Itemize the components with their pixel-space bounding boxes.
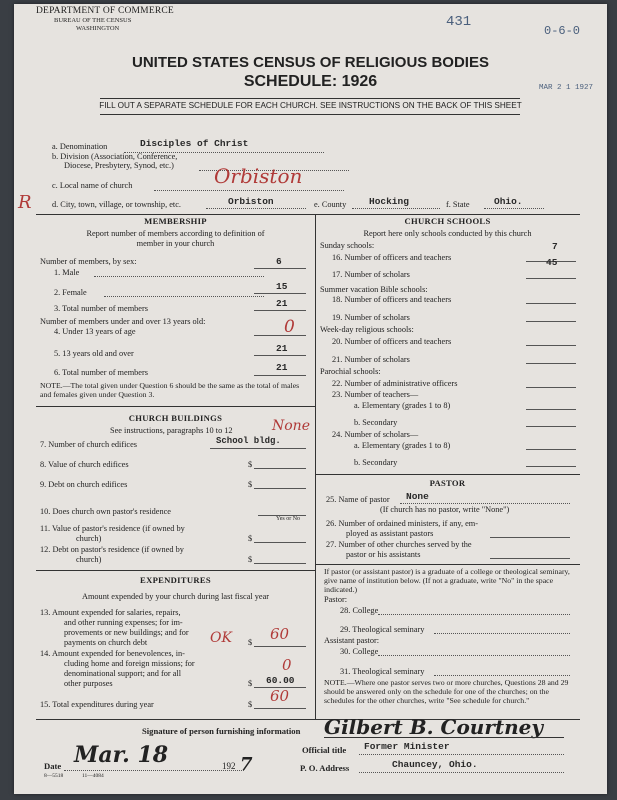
q24a-answer-line bbox=[526, 449, 576, 450]
q27-label-2: pastor or his assistants bbox=[346, 550, 421, 559]
state-label: f. State bbox=[446, 200, 470, 209]
bureau-label: BUREAU OF THE CENSUS bbox=[54, 17, 132, 24]
q15-dollar: $ bbox=[248, 700, 253, 709]
q20-label: 20. Number of officers and teachers bbox=[332, 337, 452, 346]
q18-label: 18. Number of officers and teachers bbox=[332, 295, 452, 304]
weekday-schools-label: Week-day religious schools: bbox=[320, 325, 414, 334]
q11-label: 11. Value of pastor's residence (if owned by bbox=[40, 524, 185, 533]
q8-dollar: $ bbox=[248, 460, 253, 469]
q16-label: 16. Number of officers and teachers bbox=[332, 253, 452, 262]
q15-answer-line bbox=[254, 708, 306, 709]
header-rule-top bbox=[100, 98, 520, 99]
q27-answer-line bbox=[490, 558, 570, 559]
q5-answer-line bbox=[254, 355, 306, 356]
q2-leader bbox=[104, 296, 264, 297]
q25-value: None bbox=[406, 491, 429, 502]
stamp-date: MAR 2 1 1927 bbox=[539, 84, 594, 92]
po-address-label: P. O. Address bbox=[300, 763, 350, 773]
stamp-number: 431 bbox=[446, 14, 472, 30]
assistant-pastor-subheading: Assistant pastor: bbox=[324, 636, 380, 645]
po-address-line bbox=[359, 772, 564, 773]
city-field-value: Orbiston bbox=[228, 196, 274, 207]
q14-value: 60.00 bbox=[266, 675, 295, 686]
official-title-value: Former Minister bbox=[364, 741, 450, 752]
age-heading: Number of members under and over 13 years old: bbox=[40, 317, 206, 326]
instruction-line: FILL OUT A SEPARATE SCHEDULE FOR EACH CHURCH. SEE INSTRUCTIONS ON THE BACK OF THIS SHEET bbox=[99, 101, 522, 110]
q18-answer-line bbox=[526, 303, 576, 304]
q24b-label: b. Secondary bbox=[354, 458, 398, 467]
q11-answer-line bbox=[254, 542, 306, 543]
q6-value: 21 bbox=[276, 362, 288, 373]
buildings-bottom-rule bbox=[36, 570, 315, 571]
pastor-note: NOTE.—Where one pastor serves two or more churches, Questions 28 and 29 should be answered only on the schedule for one of the churches; on the schedules for the other churches, write "See schedule for church." bbox=[324, 678, 569, 705]
membership-intro-2: member in your church bbox=[136, 239, 215, 248]
pastor-subheading: Pastor: bbox=[324, 595, 348, 604]
q22-answer-line bbox=[526, 387, 576, 388]
q8-label: 8. Value of church edifices bbox=[40, 460, 129, 469]
denomination-label: a. Denomination bbox=[52, 142, 108, 151]
census-schedule-page bbox=[14, 4, 607, 794]
by-sex-label: Number of members, by sex: bbox=[40, 257, 137, 266]
schedule-title: SCHEDULE: 1926 bbox=[243, 73, 378, 90]
q29-label: 29. Theological seminary bbox=[340, 625, 425, 634]
summer-schools-label: Summer vacation Bible schools: bbox=[320, 285, 428, 294]
graduate-note: If pastor (or assistant pastor) is a graduate of a college or theological seminary, give name of institution below. (If not a graduate, write "No" in the space indicated.) bbox=[324, 567, 570, 594]
q13-label-3: provements or new buildings; and for bbox=[64, 628, 189, 637]
q16-value: 7 bbox=[552, 241, 558, 252]
q23b-label: b. Secondary bbox=[354, 418, 398, 427]
date-value: Mar. 18 bbox=[74, 742, 169, 768]
q14-label: 14. Amount expended for benevolences, in- bbox=[40, 649, 185, 658]
date-label: Date bbox=[44, 761, 62, 771]
schools-bottom-rule bbox=[315, 474, 580, 475]
q26-answer-line bbox=[490, 537, 570, 538]
q17-answer-line bbox=[526, 278, 576, 279]
division-label: b. Division (Association, Conference, bbox=[52, 152, 178, 161]
membership-intro-1: Report number of members according to definition of bbox=[86, 229, 265, 238]
city-field-line bbox=[206, 208, 306, 209]
local-name-value: Orbiston bbox=[214, 164, 303, 188]
q6-answer-line bbox=[254, 375, 306, 376]
q26-label: 26. Number of ordained ministers, if any, em- bbox=[326, 519, 478, 528]
q23a-answer-line bbox=[526, 409, 576, 410]
q4-answer-line bbox=[254, 335, 306, 336]
q30-label: 30. College bbox=[340, 647, 379, 656]
po-address-value: Chauncey, Ohio. bbox=[392, 759, 478, 770]
pastor-mid-rule bbox=[315, 564, 580, 565]
q4-value: 0 bbox=[284, 317, 295, 337]
stamp-code: 0-6-0 bbox=[544, 24, 581, 38]
q25-label: 25. Name of pastor bbox=[326, 495, 390, 504]
q5-value: 21 bbox=[276, 343, 288, 354]
year-digit: 7 bbox=[240, 754, 253, 775]
q5-label: 5. 13 years old and over bbox=[54, 349, 134, 358]
local-name-label: c. Local name of church bbox=[52, 181, 133, 190]
sunday-schools-label: Sunday schools: bbox=[320, 241, 375, 250]
q31-label: 31. Theological seminary bbox=[340, 667, 425, 676]
membership-bottom-rule bbox=[36, 406, 315, 407]
q12-label-2: church) bbox=[76, 555, 102, 564]
q19-answer-line bbox=[526, 321, 576, 322]
q13-label: 13. Amount expended for salaries, repairs, bbox=[40, 608, 181, 617]
buildings-heading: CHURCH BUILDINGS bbox=[128, 413, 223, 423]
q17-label: 17. Number of scholars bbox=[332, 270, 410, 279]
expenditures-heading: EXPENDITURES bbox=[140, 575, 211, 585]
local-name-line bbox=[154, 190, 344, 191]
department-label: DEPARTMENT OF COMMERCE bbox=[36, 6, 174, 16]
schools-heading: CHURCH SCHOOLS bbox=[404, 216, 491, 226]
q13-label-2: and other running expenses; for im- bbox=[64, 618, 183, 627]
q17-value: 45 bbox=[546, 257, 558, 268]
q12-label: 12. Debt on pastor's residence (if owned by bbox=[40, 545, 184, 554]
form-code: 8—5518 bbox=[44, 773, 64, 779]
pastor-heading: PASTOR bbox=[429, 478, 466, 488]
q6-label: 6. Total number of members bbox=[54, 368, 148, 377]
q13-check-mark: OK bbox=[210, 630, 232, 646]
q7-label: 7. Number of church edifices bbox=[40, 440, 137, 449]
q13-answer-line bbox=[254, 646, 306, 647]
q28-line bbox=[378, 614, 570, 615]
q24-label: 24. Number of scholars— bbox=[332, 430, 419, 439]
q15-value: 60 bbox=[270, 687, 290, 705]
q25-line bbox=[400, 503, 570, 504]
q28-label: 28. College bbox=[340, 606, 379, 615]
q10-label: 10. Does church own pastor's residence bbox=[40, 507, 171, 516]
official-title-line bbox=[359, 754, 564, 755]
official-title-label: Official title bbox=[302, 745, 347, 755]
year-prefix: 192 bbox=[222, 761, 236, 771]
form-title: UNITED STATES CENSUS OF RELIGIOUS BODIES bbox=[132, 54, 489, 71]
header-rule-bottom bbox=[100, 114, 520, 115]
q24a-label: a. Elementary (grades 1 to 8) bbox=[354, 441, 451, 450]
margin-mark: R bbox=[18, 192, 32, 213]
membership-heading: MEMBERSHIP bbox=[144, 216, 207, 226]
q15-label: 15. Total expenditures during year bbox=[40, 700, 154, 709]
q19-label: 19. Number of scholars bbox=[332, 313, 410, 322]
q14-label-4: other purposes bbox=[64, 679, 113, 688]
q21-label: 21. Number of scholars bbox=[332, 355, 410, 364]
q20-answer-line bbox=[526, 345, 576, 346]
buildings-none-handwritten: None bbox=[272, 418, 310, 434]
q12-answer-line bbox=[254, 563, 306, 564]
q23a-label: a. Elementary (grades 1 to 8) bbox=[354, 401, 451, 410]
q9-label: 9. Debt on church edifices bbox=[40, 480, 128, 489]
division-label-2: Diocese, Presbytery, Synod, etc.) bbox=[64, 161, 174, 170]
q2-label: 2. Female bbox=[54, 288, 87, 297]
county-label: e. County bbox=[314, 200, 347, 209]
q21-answer-line bbox=[526, 363, 576, 364]
q14-label-3: denominational support; and for all bbox=[64, 669, 182, 678]
q14-label-2: cluding home and foreign missions; for bbox=[64, 659, 195, 668]
q12-dollar: $ bbox=[248, 555, 253, 564]
q3-value: 21 bbox=[276, 298, 288, 309]
q13-label-4: payments on church debt bbox=[64, 638, 148, 647]
q1-leader bbox=[94, 276, 264, 277]
q1-label: 1. Male bbox=[54, 268, 80, 277]
q3-answer-line bbox=[254, 310, 306, 311]
buildings-intro: See instructions, paragraphs 10 to 12 bbox=[110, 426, 233, 435]
q14-dollar: $ bbox=[248, 679, 253, 688]
parochial-schools-label: Parochial schools: bbox=[320, 367, 381, 376]
schools-intro: Report here only schools conducted by this church bbox=[363, 229, 532, 238]
q29-line bbox=[434, 633, 570, 634]
q24b-answer-line bbox=[526, 466, 576, 467]
date-line bbox=[64, 770, 244, 771]
q27-label: 27. Number of other churches served by the bbox=[326, 540, 472, 549]
q3-label: 3. Total number of members bbox=[54, 304, 148, 313]
expenditures-intro: Amount expended by your church during last fiscal year bbox=[81, 592, 270, 601]
city-label: WASHINGTON bbox=[76, 25, 120, 32]
form-code-2: 11—4084 bbox=[82, 773, 104, 779]
grid-top-rule bbox=[36, 214, 580, 215]
denomination-value: Disciples of Christ bbox=[140, 138, 249, 149]
membership-note: NOTE.—The total given under Question 6 should be the same as the total of males and females given under Question 3. bbox=[40, 381, 300, 399]
q7-answer-line bbox=[210, 448, 306, 449]
q31-line bbox=[434, 675, 570, 676]
county-value: Hocking bbox=[369, 196, 409, 207]
q23-label: 23. Number of teachers— bbox=[332, 390, 419, 399]
q13-dollar: $ bbox=[248, 638, 253, 647]
q14-handwritten-value: 0 bbox=[282, 656, 292, 674]
q2-answer-line bbox=[254, 293, 306, 294]
q30-line bbox=[378, 655, 570, 656]
q7-value: School bldg. bbox=[216, 436, 281, 446]
signature-label: Signature of person furnishing information bbox=[142, 726, 301, 736]
signature: Gilbert B. Courtney bbox=[324, 715, 544, 739]
q9-answer-line bbox=[254, 488, 306, 489]
grid-center-rule bbox=[315, 214, 316, 719]
q22-label: 22. Number of administrative officers bbox=[332, 379, 458, 388]
q10-answer-line bbox=[258, 515, 306, 516]
city-field-label: d. City, town, village, or township, etc. bbox=[52, 200, 181, 209]
q1-answer-line bbox=[254, 268, 306, 269]
q23b-answer-line bbox=[526, 426, 576, 427]
q25-note: (If church has no pastor, write "None") bbox=[380, 505, 510, 514]
state-line bbox=[484, 208, 544, 209]
q11-dollar: $ bbox=[248, 534, 253, 543]
state-value: Ohio. bbox=[494, 196, 523, 207]
q4-label: 4. Under 13 years of age bbox=[54, 327, 136, 336]
q11-label-2: church) bbox=[76, 534, 102, 543]
signature-line bbox=[324, 737, 564, 738]
q13-value: 60 bbox=[270, 625, 290, 643]
q2-value: 15 bbox=[276, 281, 288, 292]
q1-value: 6 bbox=[276, 256, 282, 267]
yes-no-hint: Yes or No bbox=[276, 516, 301, 522]
q26-label-2: ployed as assistant pastors bbox=[346, 529, 434, 538]
q9-dollar: $ bbox=[248, 480, 253, 489]
county-line bbox=[352, 208, 440, 209]
q8-answer-line bbox=[254, 468, 306, 469]
